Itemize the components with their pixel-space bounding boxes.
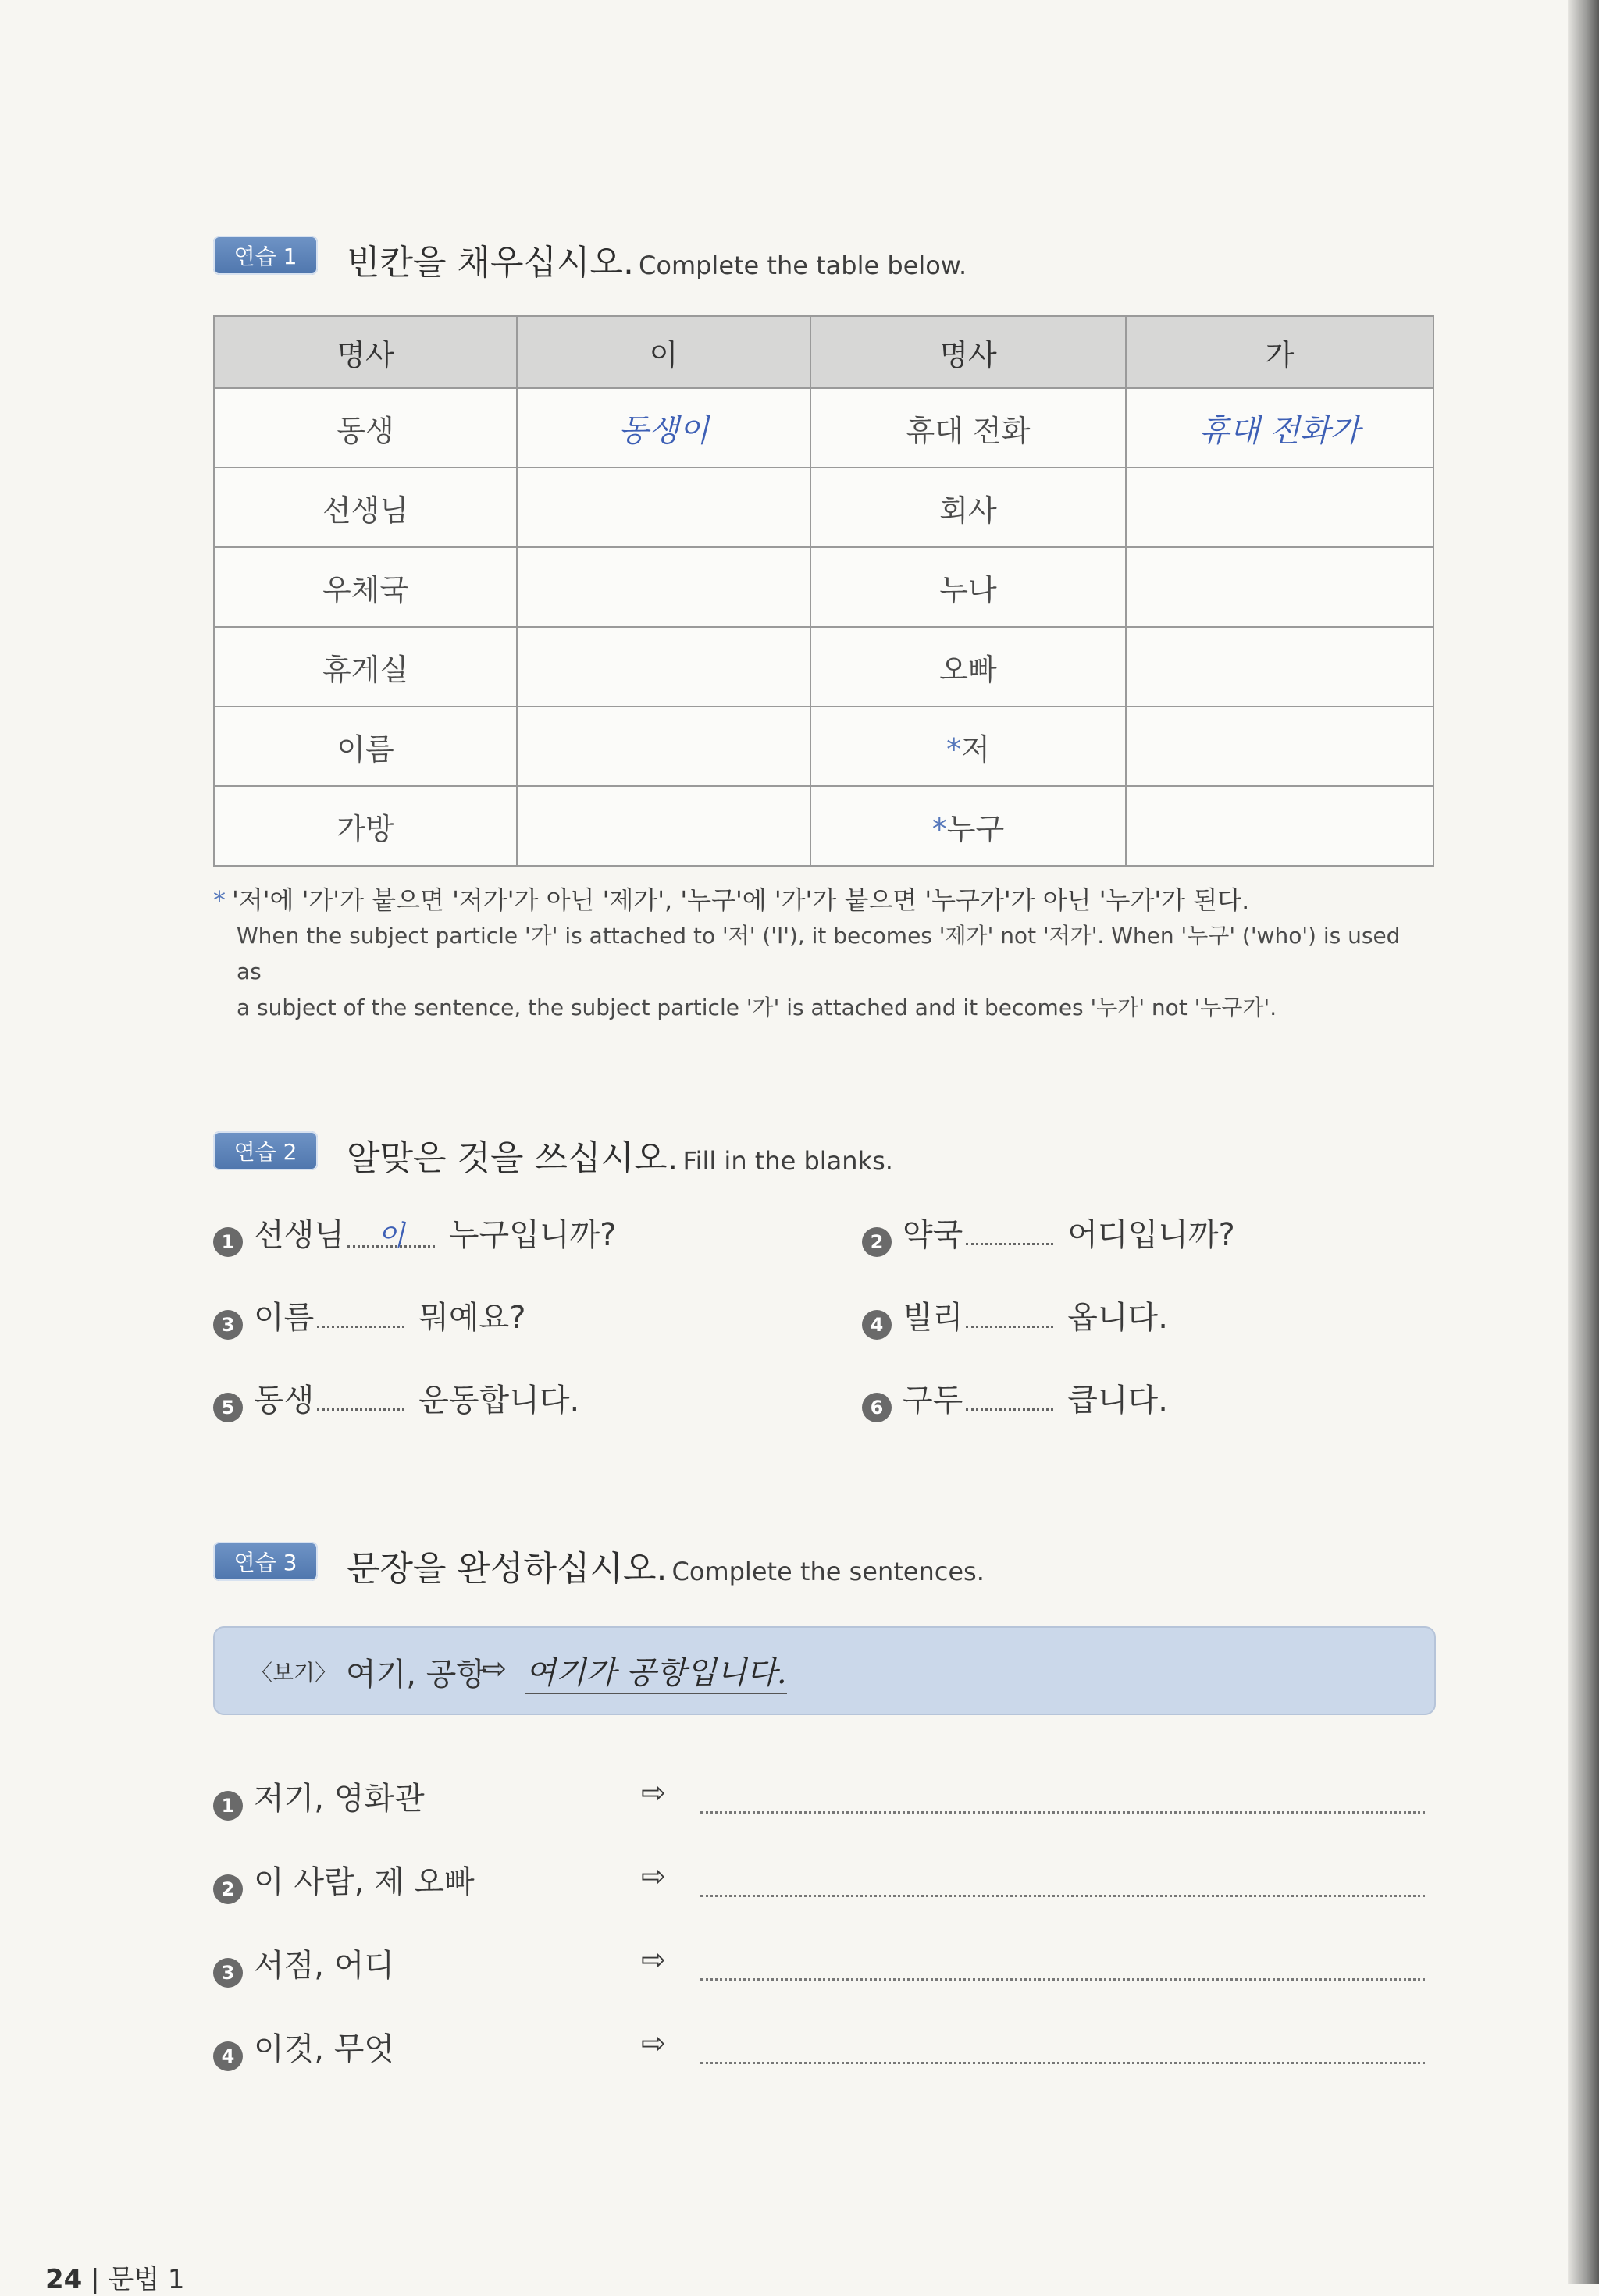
answer-blank[interactable] [317,1377,404,1411]
sentence-item [213,1774,1431,1821]
table-row [214,547,1433,627]
table-row [214,707,1433,786]
answer-line[interactable] [700,1978,1425,1981]
table-header-row [214,316,1433,388]
exercise-3-heading [347,1540,985,1590]
number-icon: 6 [862,1393,892,1422]
table-cell-answer[interactable] [517,547,810,627]
table-cell-noun [810,786,1126,866]
item-noun: 약국 [903,1217,963,1253]
prompt-text: 서점, 어디 [254,1948,394,1984]
table-cell-noun: 이름 [214,707,517,786]
exercise-3-title-ko: 문장을 완성하십시오. [347,1549,668,1589]
fill-blank-item [862,1293,1168,1337]
table-header: 가 [1126,316,1433,388]
item-noun: 이름 [254,1300,315,1336]
answer-line[interactable] [700,2062,1425,2064]
number-icon: 1 [213,1791,243,1821]
asterisk-icon: * [213,885,226,915]
page-number: 24 [45,2264,83,2295]
number-icon: 1 [213,1227,243,1257]
number-icon: 2 [862,1227,892,1257]
item-rest: 운동합니다. [418,1383,580,1419]
number-icon: 3 [213,1958,243,1988]
exercise-2-title-en: Fill in the blanks. [682,1146,893,1176]
example-box [213,1626,1436,1715]
section-name: 문법 1 [108,2264,185,2295]
table-cell-noun: 휴대 전화 [810,388,1126,468]
answer-blank[interactable] [966,1294,1053,1328]
fill-blank-item [213,1210,616,1255]
page-footer [45,2258,185,2296]
exercise-1-title-en: Complete the table below. [639,251,967,280]
exercise-1-heading [347,234,967,284]
page-edge [1568,0,1599,2284]
table-cell-answer[interactable] [1126,468,1433,547]
table-header: 이 [517,316,810,388]
sentence-item [213,1857,1431,1904]
table-cell-noun: 회사 [810,468,1126,547]
item-rest: 큽니다. [1067,1383,1168,1419]
table-header: 명사 [810,316,1126,388]
arrow-icon: ⇨ [482,1651,507,1686]
footnote-ko-text: '저'에 '가'가 붙으면 '저가'가 아닌 '제가', '누구'에 '가'가 붙으면 '누구가'가 아닌 '누가'가 된다. [232,885,1250,915]
item-noun: 동생 [254,1383,315,1419]
footnote-ko [213,882,1431,918]
sentence-item [213,1941,1431,1988]
example-answer: 여기가 공항입니다. [525,1648,787,1694]
fill-blank-item [862,1376,1168,1420]
item-noun: 빌리 [903,1300,963,1336]
footer-separator: | [91,2264,100,2295]
arrow-icon: ⇨ [641,2026,666,2060]
table-cell-answer[interactable] [517,707,810,786]
exercise-3-title-en: Complete the sentences. [671,1557,985,1586]
sentence-prompt [213,1774,425,1818]
answer-blank[interactable] [966,1212,1053,1245]
fill-blank-item [862,1210,1235,1255]
footnote-en-line-1: When the subject particle '가' is attached to '저' ('I'), it becomes '제가' not '저가'. When '누구' ('who') is used as [237,923,1401,984]
sentence-item [213,2024,1431,2071]
number-icon: 4 [862,1310,892,1340]
item-rest: 뭐예요? [418,1300,526,1336]
number-icon: 3 [213,1310,243,1340]
prompt-text: 이 사람, 제 오빠 [254,1864,475,1900]
arrow-icon: ⇨ [641,1942,666,1977]
answer-text: 이 [377,1220,405,1252]
fill-blank-item [213,1376,579,1420]
table-cell-noun: 우체국 [214,547,517,627]
example-tag: 〈보기〉 [251,1660,337,1686]
item-rest: 어디입니까? [1067,1217,1235,1253]
table-cell-answer[interactable] [517,786,810,866]
exercise-2-title-ko: 알맞은 것을 쓰십시오. [347,1138,678,1178]
item-rest: 옵니다. [1067,1300,1168,1336]
footnote-en-line-2: a subject of the sentence, the subject particle '가' is attached and it becomes '누가' not '누구가'. [237,995,1277,1020]
table-cell-answer[interactable] [1126,786,1433,866]
exercise-3-badge: 연습 3 [213,1542,318,1581]
table-cell-answer[interactable] [517,627,810,707]
table-row [214,388,1433,468]
prompt-text: 저기, 영화관 [254,1781,425,1817]
table-cell-noun: 휴게실 [214,627,517,707]
answer-blank[interactable] [966,1377,1053,1411]
item-noun: 구두 [903,1383,963,1419]
arrow-icon: ⇨ [641,1859,666,1893]
table-cell-answer[interactable] [1126,547,1433,627]
example-prompt: 여기, 공항 [346,1657,486,1693]
table-cell-noun: 오빠 [810,627,1126,707]
table-cell-noun: 누나 [810,547,1126,627]
answer-line[interactable] [700,1895,1425,1897]
noun-text: 누구 [946,811,1005,846]
table-cell-noun: 가방 [214,786,517,866]
answer-blank[interactable] [317,1294,404,1328]
answer-blank[interactable] [347,1214,435,1252]
number-icon: 4 [213,2041,243,2071]
item-rest: 누구입니까? [448,1217,617,1253]
exercise-2-heading [347,1130,893,1180]
table-cell-noun: 동생 [214,388,517,468]
number-icon: 5 [213,1393,243,1422]
exercise-1-badge: 연습 1 [213,236,318,275]
table-header: 명사 [214,316,517,388]
arrow-icon: ⇨ [641,1775,666,1810]
asterisk-icon: * [931,811,947,846]
footnote [213,882,1431,1026]
sentence-prompt [213,1857,475,1902]
table-cell-answer[interactable] [1126,707,1433,786]
table-row [214,786,1433,866]
asterisk-icon: * [946,732,962,767]
answer-line[interactable] [700,1811,1425,1814]
prompt-text: 이것, 무엇 [254,2031,394,2067]
sentence-prompt [213,1941,394,1985]
fill-blank-item [213,1293,525,1337]
number-icon: 2 [213,1874,243,1904]
noun-text: 저 [961,732,990,767]
table-row [214,627,1433,707]
exercise-2-badge: 연습 2 [213,1131,318,1170]
table-cell-noun: 선생님 [214,468,517,547]
table-row [214,468,1433,547]
table-cell-noun [810,707,1126,786]
particle-table [213,315,1434,867]
sentence-prompt [213,2024,394,2069]
table-cell-answer[interactable] [1126,627,1433,707]
exercise-1-title-ko: 빈칸을 채우십시오. [347,243,635,283]
table-cell-answer[interactable] [517,468,810,547]
table-cell-answer[interactable]: 휴대 전화가 [1126,388,1433,468]
table-cell-answer[interactable]: 동생이 [517,388,810,468]
item-noun: 선생님 [254,1217,344,1253]
